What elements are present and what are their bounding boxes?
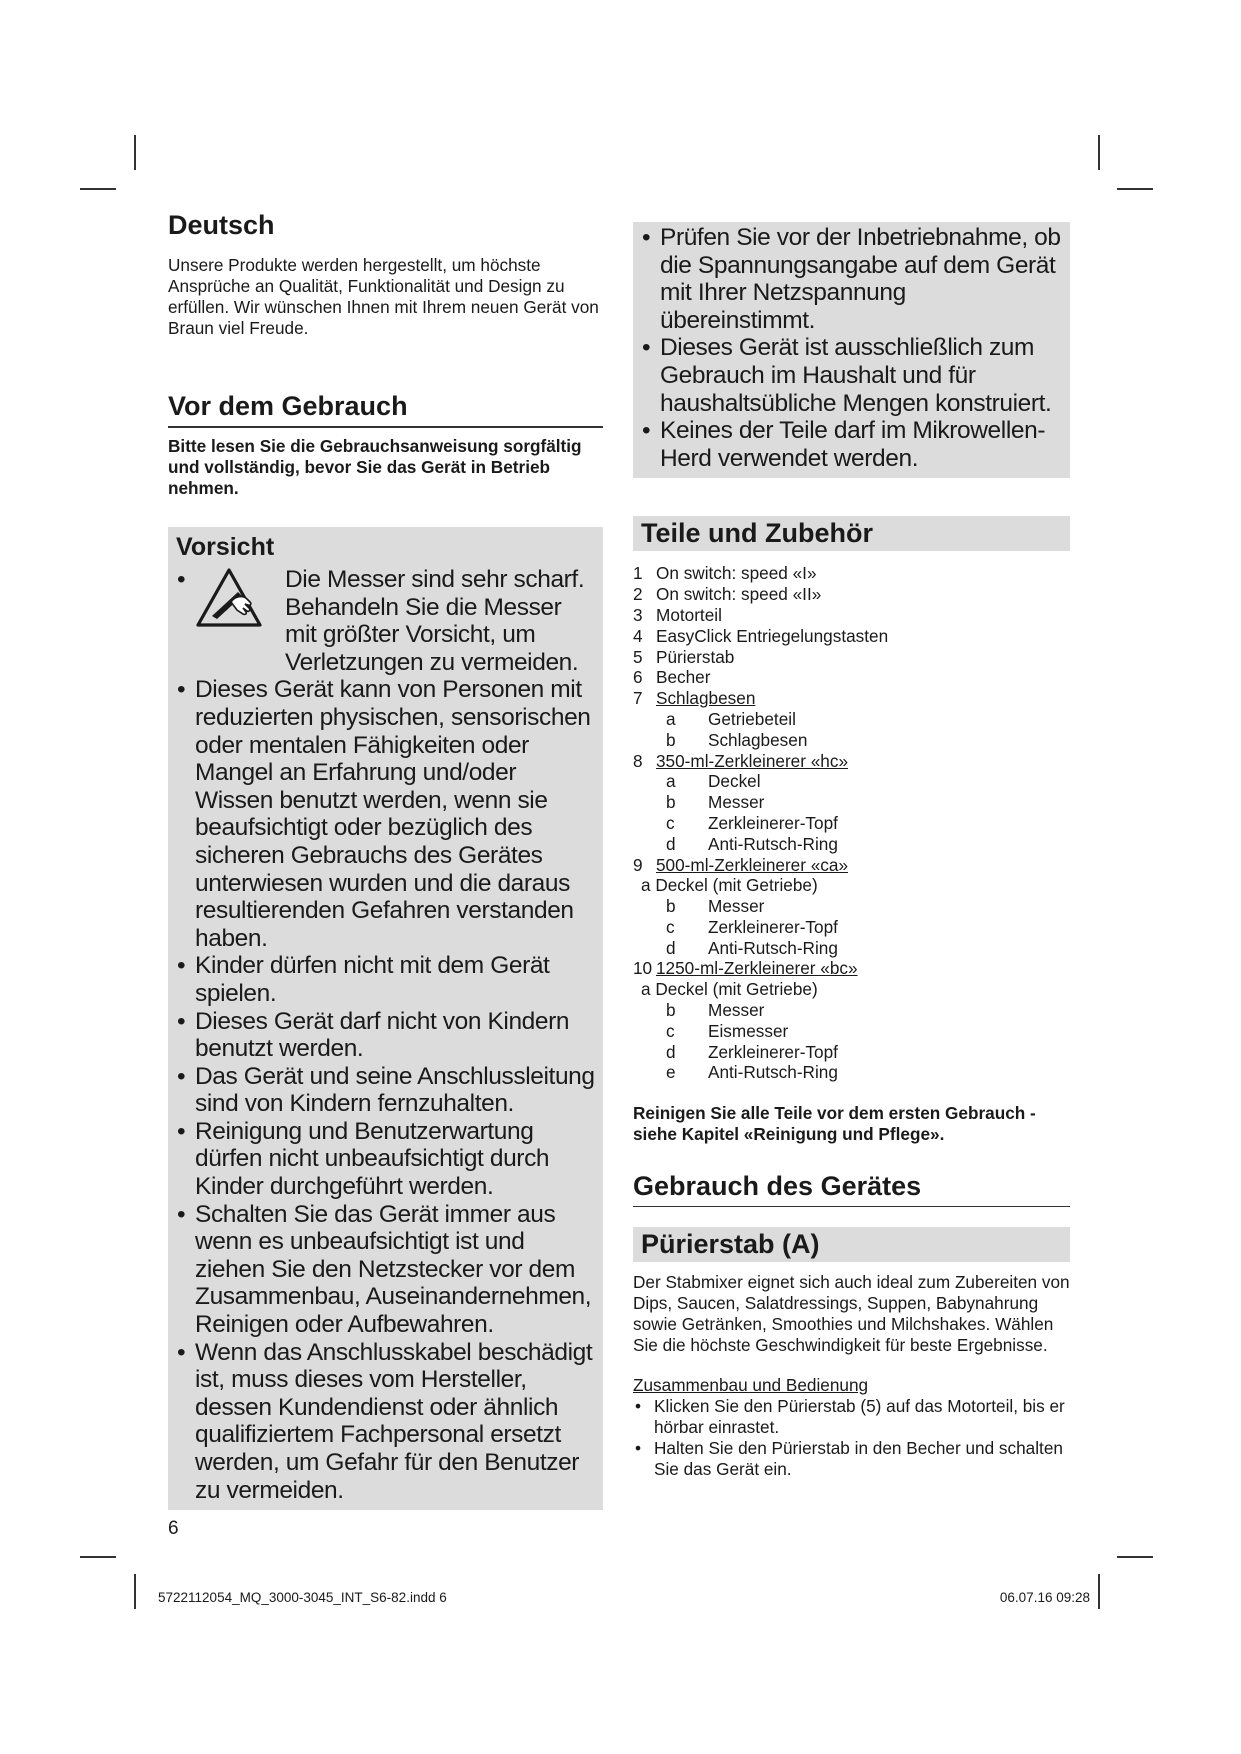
warning-item: • Reinigung und Benutzerwartung dürfen nicht unbeaufsichtigt durch Kinder durchgeführt werden.: [176, 1118, 597, 1201]
part-number: 3: [633, 604, 643, 625]
part-letter: b: [666, 1000, 676, 1021]
part-sublabel: a Deckel (mit Getriebe): [641, 979, 818, 1000]
print-date: 06.07.16 09:28: [999, 1590, 1090, 1605]
part-row: [633, 584, 1070, 605]
warning-item: • Dieses Gerät kann von Personen mit reduzierten physischen, sensorischen oder mentalen Fähigkeiten oder Mangel an Erfahrung und/oder Wissen benutzt werden, wenn sie beaufsichtigt oder bezüglich des sicheren Gebrauchs des Gerätes unterwiesen wurden und die daraus resultierenden Gefahren verstanden haben.: [176, 676, 597, 952]
part-letter: c: [666, 812, 675, 833]
parts-list: [633, 563, 1070, 1083]
part-letter: d: [666, 833, 676, 854]
usage-heading: Gebrauch des Gerätes: [633, 1171, 1070, 1207]
warning-item: • Kinder dürfen nicht mit dem Gerät spielen.: [176, 952, 597, 1007]
crop-mark: [80, 1556, 116, 1558]
check-list: [641, 224, 1064, 472]
part-row: [633, 626, 1070, 647]
crop-mark: [80, 188, 116, 190]
crop-mark: [1098, 1574, 1100, 1609]
part-subrow: [633, 938, 1070, 959]
part-sublabel: Anti-Rutsch-Ring: [708, 1062, 838, 1083]
check-item: • Dieses Gerät ist ausschließlich zum Gebrauch im Haushalt und für haushaltsübliche Mengen konstruiert.: [641, 334, 1064, 417]
part-subrow: [633, 1000, 1070, 1021]
part-sublabel: Zerkleinerer-Topf: [708, 812, 838, 833]
part-letter: d: [666, 937, 676, 958]
part-number: 9: [633, 854, 643, 875]
check-item: • Keines der Teile darf im Mikrowellen-Herd verwendet werden.: [641, 417, 1064, 472]
part-subrow: [633, 709, 1070, 730]
part-row: [633, 647, 1070, 668]
part-sublabel: Getriebeteil: [708, 708, 796, 729]
part-subrow: [633, 730, 1070, 751]
part-sublabel: Deckel: [708, 771, 761, 792]
part-sublabel: Zerkleinerer-Topf: [708, 916, 838, 937]
part-letter: b: [666, 792, 676, 813]
sharp-blade-warning-icon: [195, 566, 263, 630]
left-column: [168, 210, 603, 1510]
parts-heading: Teile und Zubehör: [633, 516, 1070, 551]
part-subrow: [633, 834, 1070, 855]
warning-item: • Dieses Gerät darf nicht von Kindern benutzt werden.: [176, 1008, 597, 1063]
part-row: [633, 605, 1070, 626]
blender-subheading: Pürierstab (A): [633, 1227, 1070, 1262]
part-sublabel: Anti-Rutsch-Ring: [708, 937, 838, 958]
part-label: 1250-ml-Zerkleinerer «bc»: [656, 958, 858, 979]
part-label: 350-ml-Zerkleinerer «hc»: [656, 750, 848, 771]
before-use-note: Bitte lesen Sie die Gebrauchsanweisung sorgfältig und vollständig, bevor Sie das Gerät in Betrieb nehmen.: [168, 436, 582, 498]
warning-item: • Das Gerät und seine Anschlussleitung sind von Kindern fernzuhalten.: [176, 1063, 597, 1118]
page-number: 6: [168, 1518, 179, 1539]
part-letter: c: [666, 916, 675, 937]
assembly-steps: [633, 1396, 1070, 1480]
part-sublabel: Anti-Rutsch-Ring: [708, 833, 838, 854]
crop-mark: [134, 1574, 136, 1609]
part-letter: b: [666, 896, 676, 917]
part-label: Pürierstab: [656, 646, 735, 667]
crop-mark: [1098, 135, 1100, 170]
part-sublabel: Eismesser: [708, 1020, 789, 1041]
part-sublabel: Schlagbesen: [708, 729, 808, 750]
part-subrow: [633, 813, 1070, 834]
part-sublabel: a Deckel (mit Getriebe): [641, 875, 818, 896]
part-number: 2: [633, 584, 643, 605]
part-letter: a: [666, 771, 676, 792]
crop-mark: [1117, 1556, 1153, 1558]
part-sublabel: Messer: [708, 896, 765, 917]
right-column: [633, 222, 1070, 1480]
assembly-heading: Zusammenbau und Bedienung: [633, 1375, 869, 1396]
warning-item: • Schalten Sie das Gerät immer aus wenn es unbeaufsichtigt ist und ziehen Sie den Netzstecker vor dem Zusammenbau, Auseinandernehmen, Reinigen oder Aufbewahren.: [176, 1201, 597, 1339]
part-row: [633, 563, 1070, 584]
language-heading: Deutsch: [168, 210, 275, 240]
part-sublabel: Messer: [708, 1000, 765, 1021]
crop-mark: [1117, 188, 1153, 190]
intro-text: Unsere Produkte werden hergestellt, um höchste Ansprüche an Qualität, Funktionalität und Design zu erfüllen. Wir wünschen Ihnen mit Ihrem neuen Gerät von Braun viel Freude.: [168, 255, 599, 338]
part-subrow: [633, 979, 1070, 1000]
part-subrow: [633, 771, 1070, 792]
part-subrow: [633, 1062, 1070, 1083]
part-subrow: [633, 896, 1070, 917]
part-number: 8: [633, 750, 643, 771]
part-label: Becher: [656, 667, 711, 688]
file-info: 5722112054_MQ_3000-3045_INT_S6-82.indd 6: [158, 1590, 447, 1605]
part-number: 5: [633, 646, 643, 667]
before-use-heading: Vor dem Gebrauch: [168, 391, 603, 428]
part-row: [633, 667, 1070, 688]
part-number: 1: [633, 563, 643, 584]
part-subrow: [633, 1042, 1070, 1063]
part-letter: c: [666, 1020, 675, 1041]
part-subrow: [633, 917, 1070, 938]
crop-mark: [134, 135, 136, 170]
assembly-step: • Klicken Sie den Pürierstab (5) auf das Motorteil, bis er hörbar einrastet.: [633, 1396, 1070, 1438]
part-subrow: [633, 1021, 1070, 1042]
warning-list: [176, 566, 597, 1504]
cleaning-note: Reinigen Sie alle Teile vor dem ersten Gebrauch - siehe Kapitel «Reinigung und Pflege».: [633, 1103, 1036, 1145]
part-sublabel: Zerkleinerer-Topf: [708, 1041, 838, 1062]
warning-box: [168, 527, 603, 1510]
part-letter: a: [666, 708, 676, 729]
part-number: 7: [633, 688, 643, 709]
part-row: [633, 855, 1070, 876]
warning-item: [176, 566, 597, 676]
part-letter: d: [666, 1041, 676, 1062]
part-label: On switch: speed «I»: [656, 563, 817, 584]
part-number: 6: [633, 667, 643, 688]
part-number: 4: [633, 625, 643, 646]
part-label: On switch: speed «II»: [656, 584, 822, 605]
warning-item-text: • Die Messer sind sehr scharf. Behandeln Sie die Messer mit größter Vorsicht, um Verletzungen zu vermeiden.: [285, 566, 585, 676]
part-letter: b: [666, 729, 676, 750]
part-label: Motorteil: [656, 604, 722, 625]
part-subrow: [633, 792, 1070, 813]
check-box: [633, 222, 1070, 478]
usage-text: Der Stabmixer eignet sich auch ideal zum Zubereiten von Dips, Saucen, Salatdressings, Suppen, Babynahrung sowie Getränken, Smoothies und Milchshakes. Wählen Sie die höchste Geschwindigkeit für beste Ergebnisse.: [633, 1272, 1070, 1356]
assembly-step: • Halten Sie den Pürierstab in den Becher und schalten Sie das Gerät ein.: [633, 1438, 1070, 1480]
part-sublabel: Messer: [708, 792, 765, 813]
part-label: 500-ml-Zerkleinerer «ca»: [656, 854, 848, 875]
part-subrow: [633, 875, 1070, 896]
part-label: EasyClick Entriegelungstasten: [656, 625, 889, 646]
part-label: Schlagbesen: [656, 688, 756, 709]
part-letter: e: [666, 1062, 676, 1083]
part-row: [633, 751, 1070, 772]
warning-title: Vorsicht: [176, 533, 275, 561]
part-number: 10: [633, 958, 653, 979]
warning-item: • Wenn das Anschlusskabel beschädigt ist, muss dieses vom Hersteller, dessen Kundendienst oder ähnlich qualifiziertem Fachpersonal ersetzt werden, um Gefahr für den Benutzer zu vermeiden.: [176, 1339, 597, 1505]
part-row: [633, 688, 1070, 709]
check-item: • Prüfen Sie vor der Inbetriebnahme, ob die Spannungsangabe auf dem Gerät mit Ihrer Netzspannung übereinstimmt.: [641, 224, 1064, 334]
part-row: [633, 958, 1070, 979]
